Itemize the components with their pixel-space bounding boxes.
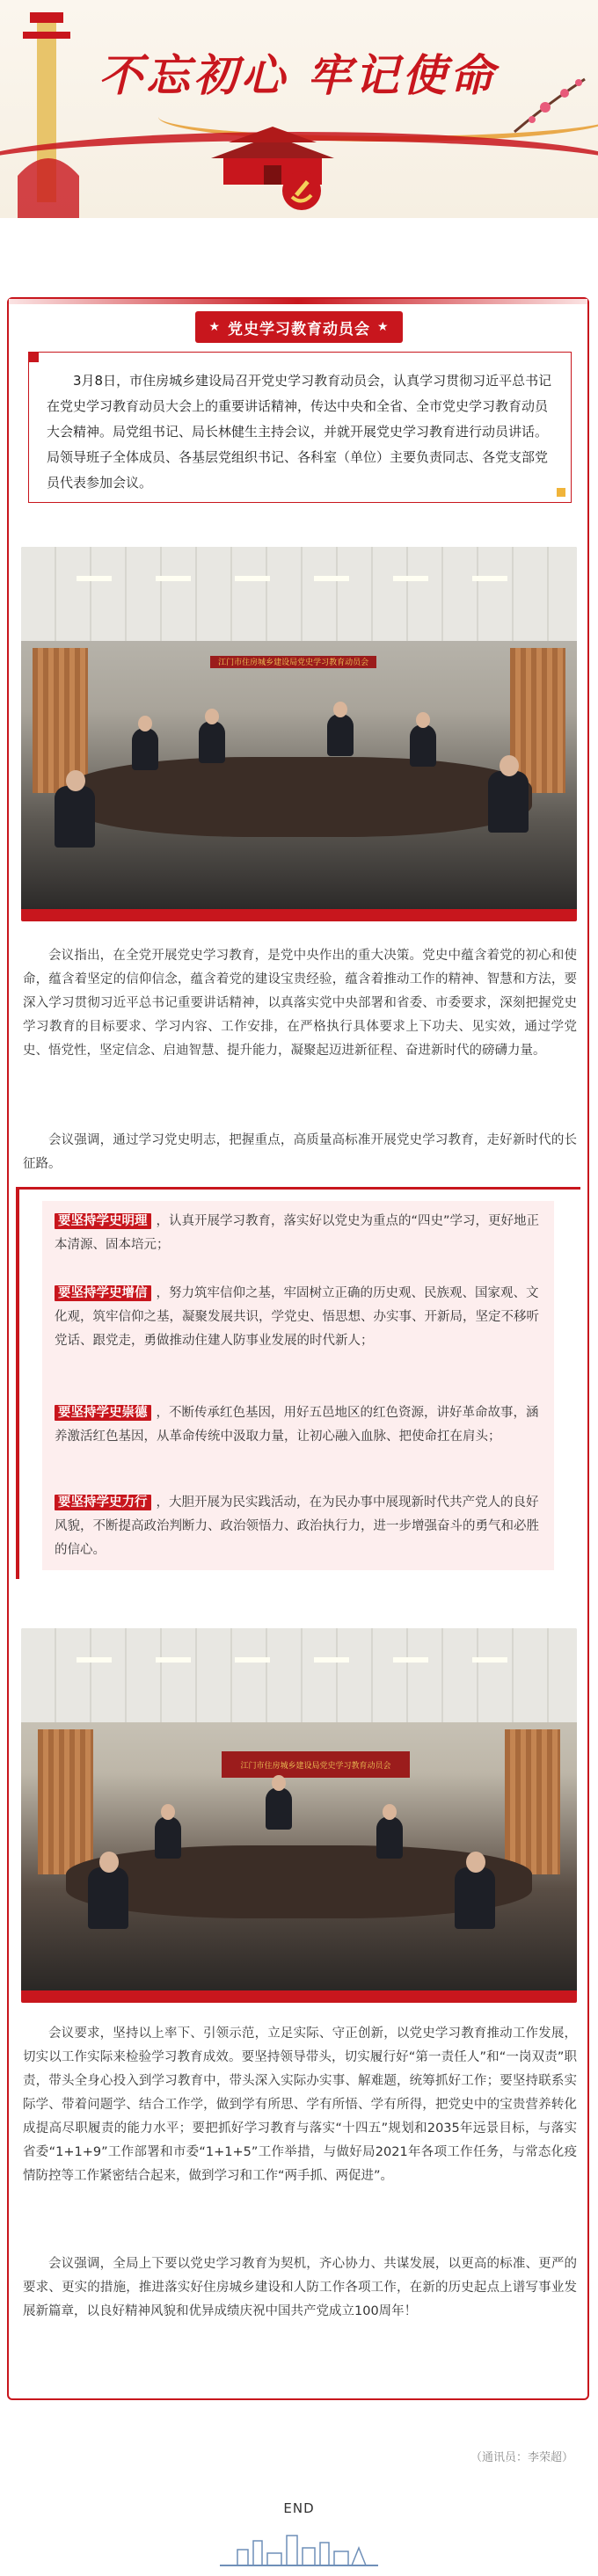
meeting-banner: 江门市住房城乡建设局党史学习教育动员会 — [222, 1751, 411, 1778]
photo-scene — [21, 547, 577, 909]
paragraph-4: 会议强调，全局上下要以党史学习教育为契机，齐心协力、共谋发展，以更高的标准、更严的要求、更实的措施，推进落实好住房城乡建设和人防工作各项工作，在新的历史起点上谱写事业发展新篇章，以良好精神风貌和优异成绩庆祝中国共产党成立100周年！ — [23, 2257, 577, 2318]
city-skyline-icon — [220, 2532, 378, 2567]
paragraph-2: 会议强调，通过学习党史明志，把握重点，高质量高标准开展党史学习教育，走好新时代的长征路。 — [23, 1133, 577, 1171]
principles-box — [16, 1187, 580, 1579]
content-card — [7, 297, 589, 2400]
corner-decoration — [557, 488, 565, 497]
principle-item — [55, 1210, 545, 1257]
meeting-photo-1 — [21, 547, 577, 921]
principles-list — [42, 1201, 554, 1570]
end-label: END — [283, 2500, 315, 2516]
banner-slogan: 不忘初心 牢记使命 — [98, 49, 498, 101]
principle-text: ，认真开展学习教育，落实好以党史为重点的“四史”学习，更好地正本清源、固本培元； — [55, 1214, 540, 1252]
principle-text: ，大胆开展为民实践活动，在为民办事中展现新时代共产党人的良好风貌，不断提高政治判断力、政治领悟力、政治执行力，进一步增强奋斗的勇气和必胜的信心。 — [55, 1495, 539, 1557]
section-title — [195, 311, 403, 343]
meeting-banner: 江门市住房城乡建设局党史学习教育动员会 — [210, 656, 377, 668]
star-icon: ★ — [377, 320, 390, 334]
party-emblem-icon — [281, 171, 322, 211]
principle-tag: 要坚持学史崇德 — [55, 1405, 151, 1421]
paragraph-1: 会议指出，在全党开展党史学习教育，是党中央作出的重大决策。党史中蕴含着党的初心和使命，蕴含着坚定的信仰信念，蕴含着党的建设宝贵经验，蕴含着推动工作的精神、智慧和方法，要深入学习贯彻习近平总书记重要讲话精神，以真落实党中央部署和省委、市委要求，深刻把握党史学习教育的目标要求、学习内容、工作安排，在严格执行具体要求上下功夫、见实效，通过学党史、悟党性，坚定信念、启迪智慧、提升能力，凝聚起迈进新征程、奋进新时代的磅礴力量。 — [23, 949, 577, 1058]
plum-blossom-icon — [510, 70, 589, 141]
principle-item — [55, 1491, 545, 1562]
principle-tag: 要坚持学史明理 — [55, 1213, 151, 1229]
reporter-credit: （通讯员：李荣超） — [470, 2451, 573, 2464]
intro-box — [28, 352, 572, 503]
principle-item — [55, 1401, 545, 1449]
principle-text: ，努力筑牢信仰之基，牢固树立正确的历史观、民族观、国家观、文化观，筑牢信仰之基，凝聚发展共识，学党史、悟思想、办实事、开新局，坚定不移听党话、跟党走，勇做推动住建人防事业发展的时代新人； — [55, 1286, 539, 1348]
principle-text: ，不断传承红色基因，用好五邑地区的红色资源，讲好革命故事，涵养激活红色基因，从革命传统中汲取力量，让初心融入血脉、把使命扛在肩头； — [55, 1406, 539, 1444]
principle-tag: 要坚持学史力行 — [55, 1495, 151, 1510]
gate-tower-icon — [202, 123, 343, 193]
intro-text: 3月8日，市住房城乡建设局召开党史学习教育动员会，认真学习贯彻习近平总书记在党史学习教育动员大会上的重要讲话精神，传达中央和全省、全市党史学习教育动员大会精神。局党组书记、局长林健生主持会议，并就开展党史学习教育进行动员讲话。局领导班子全体成员、各基层党组织书记、各科室（单位）主要负责同志、各党支部党员代表参加会议。 — [47, 373, 552, 491]
end-marker — [0, 2497, 598, 2576]
star-icon: ★ — [208, 320, 221, 334]
principle-tag: 要坚持学史增信 — [55, 1285, 151, 1301]
card-top-band — [9, 299, 587, 304]
paragraph-3: 会议要求，坚持以上率下、引领示范，立足实际、守正创新，以党史学习教育推动工作发展，切实以工作实际来检验学习教育成效。要坚持领导带头，切实履行好“第一责任人”和“一岗双责”职责，带头全身心投入到学习教育中，带头深入实际办实事、解难题，统筹抓好工作；要坚持联系实际学、带着问题学、结合工作学，做到学有所思、学有所悟、学有所得，把党史中的宝贵营养转化成提高尽职履责的能力水平；要把抓好学习教育与落实“十四五”规划和2035年远景目标，与落实省委“1+1+9”工作部署和市委“1+1+5”工作举措，与做好局2021年各项工作任务，与常态化疫情防控等工作紧密结合起来，做到学习和工作“两手抓、两促进”。 — [23, 2027, 577, 2183]
section-title-text: 党史学习教育动员会 — [228, 320, 370, 338]
corner-decoration — [28, 352, 39, 362]
photo-scene — [21, 1628, 577, 1990]
meeting-photo-2 — [21, 1628, 577, 2003]
header-banner — [0, 0, 598, 218]
principle-item — [55, 1282, 545, 1353]
